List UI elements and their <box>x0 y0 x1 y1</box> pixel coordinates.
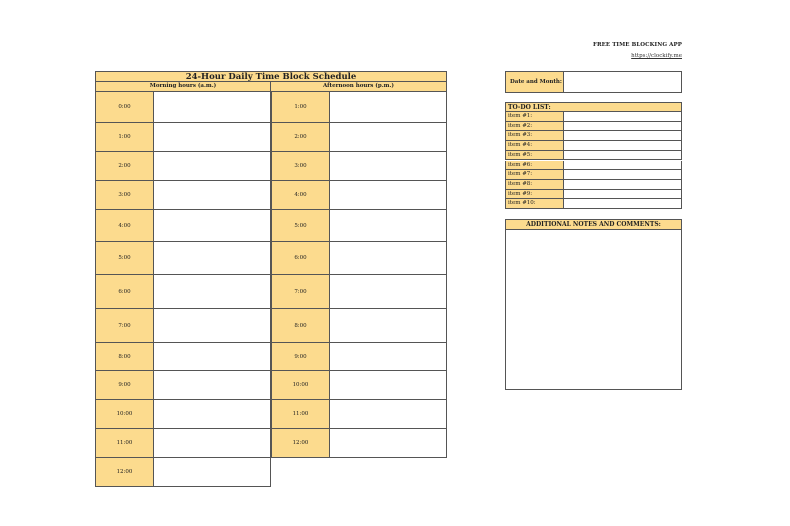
afternoon-time-label: 6:00 <box>271 241 330 275</box>
afternoon-time-slot[interactable] <box>330 342 447 371</box>
morning-time-slot[interactable] <box>154 342 271 371</box>
morning-time-label: 10:00 <box>95 399 154 429</box>
afternoon-time-label: 10:00 <box>271 370 330 400</box>
morning-time-slot[interactable] <box>154 274 271 309</box>
morning-time-slot[interactable] <box>154 308 271 343</box>
morning-time-slot[interactable] <box>154 428 271 458</box>
morning-time-slot[interactable] <box>154 370 271 400</box>
morning-header: Morning hours (a.m.) <box>95 82 271 92</box>
afternoon-time-label: 12:00 <box>271 428 330 458</box>
todo-item-label: item #9: <box>505 190 564 200</box>
todo-item-label: item #1: <box>505 112 564 122</box>
todo-item-input[interactable] <box>564 112 682 122</box>
morning-time-label: 2:00 <box>95 151 154 181</box>
afternoon-time-label: 4:00 <box>271 180 330 210</box>
todo-item-input[interactable] <box>564 131 682 141</box>
afternoon-time-label: 3:00 <box>271 151 330 181</box>
afternoon-time-slot[interactable] <box>330 122 447 152</box>
todo-item-label: item #10: <box>505 199 564 209</box>
morning-time-label: 6:00 <box>95 274 154 309</box>
morning-time-slot[interactable] <box>154 241 271 275</box>
morning-time-label: 4:00 <box>95 209 154 242</box>
todo-item-label: item #5: <box>505 151 564 161</box>
morning-time-label: 7:00 <box>95 308 154 343</box>
morning-time-label: 1:00 <box>95 122 154 152</box>
afternoon-time-slot[interactable] <box>330 241 447 275</box>
afternoon-time-slot[interactable] <box>330 370 447 400</box>
morning-time-slot[interactable] <box>154 122 271 152</box>
notes-title: ADDITIONAL NOTES AND COMMENTS: <box>505 219 682 230</box>
todo-item-label: item #7: <box>505 170 564 180</box>
afternoon-time-label: 2:00 <box>271 122 330 152</box>
afternoon-time-slot[interactable] <box>330 274 447 309</box>
afternoon-time-slot[interactable] <box>330 308 447 343</box>
notes-box[interactable] <box>505 219 682 390</box>
afternoon-time-slot[interactable] <box>330 209 447 242</box>
morning-time-slot[interactable] <box>154 92 271 123</box>
schedule-table <box>95 71 447 487</box>
afternoon-time-label: 7:00 <box>271 274 330 309</box>
todo-item-input[interactable] <box>564 151 682 161</box>
date-input[interactable] <box>564 71 682 93</box>
morning-time-label: 8:00 <box>95 342 154 371</box>
schedule-title: 24-Hour Daily Time Block Schedule <box>95 71 447 82</box>
todo-item-label: item #6: <box>505 161 564 171</box>
todo-item-input[interactable] <box>564 122 682 132</box>
morning-time-label: 12:00 <box>95 457 154 487</box>
morning-time-slot[interactable] <box>154 209 271 242</box>
date-label: Date and Month: <box>505 71 564 93</box>
afternoon-time-slot[interactable] <box>330 92 447 123</box>
afternoon-time-slot[interactable] <box>330 180 447 210</box>
afternoon-header: Afternoon hours (p.m.) <box>271 82 447 92</box>
morning-time-label: 11:00 <box>95 428 154 458</box>
todo-item-input[interactable] <box>564 170 682 180</box>
todo-item-input[interactable] <box>564 141 682 151</box>
morning-time-slot[interactable] <box>154 457 271 487</box>
todo-item-input[interactable] <box>564 161 682 171</box>
todo-item-label: item #3: <box>505 131 564 141</box>
afternoon-time-slot[interactable] <box>330 399 447 429</box>
afternoon-time-slot[interactable] <box>330 428 447 458</box>
afternoon-time-label: 9:00 <box>271 342 330 371</box>
todo-item-label: item #2: <box>505 122 564 132</box>
todo-item-input[interactable] <box>564 190 682 200</box>
morning-time-label: 3:00 <box>95 180 154 210</box>
todo-item-input[interactable] <box>564 199 682 209</box>
todo-title: TO-DO LIST: <box>505 102 682 112</box>
todo-item-input[interactable] <box>564 180 682 190</box>
morning-time-slot[interactable] <box>154 399 271 429</box>
afternoon-time-label: 5:00 <box>271 209 330 242</box>
morning-time-label: 0:00 <box>95 92 154 123</box>
brand-link[interactable]: https://clockify.me <box>631 53 682 59</box>
morning-time-slot[interactable] <box>154 180 271 210</box>
afternoon-time-label: 11:00 <box>271 399 330 429</box>
morning-time-label: 9:00 <box>95 370 154 400</box>
todo-item-label: item #4: <box>505 141 564 151</box>
brand-title: FREE TIME BLOCKING APP <box>592 42 682 48</box>
todo-item-label: item #8: <box>505 180 564 190</box>
afternoon-time-label: 8:00 <box>271 308 330 343</box>
morning-time-slot[interactable] <box>154 151 271 181</box>
date-section <box>505 71 682 93</box>
afternoon-time-slot[interactable] <box>330 151 447 181</box>
morning-time-label: 5:00 <box>95 241 154 275</box>
afternoon-time-label: 1:00 <box>271 92 330 123</box>
